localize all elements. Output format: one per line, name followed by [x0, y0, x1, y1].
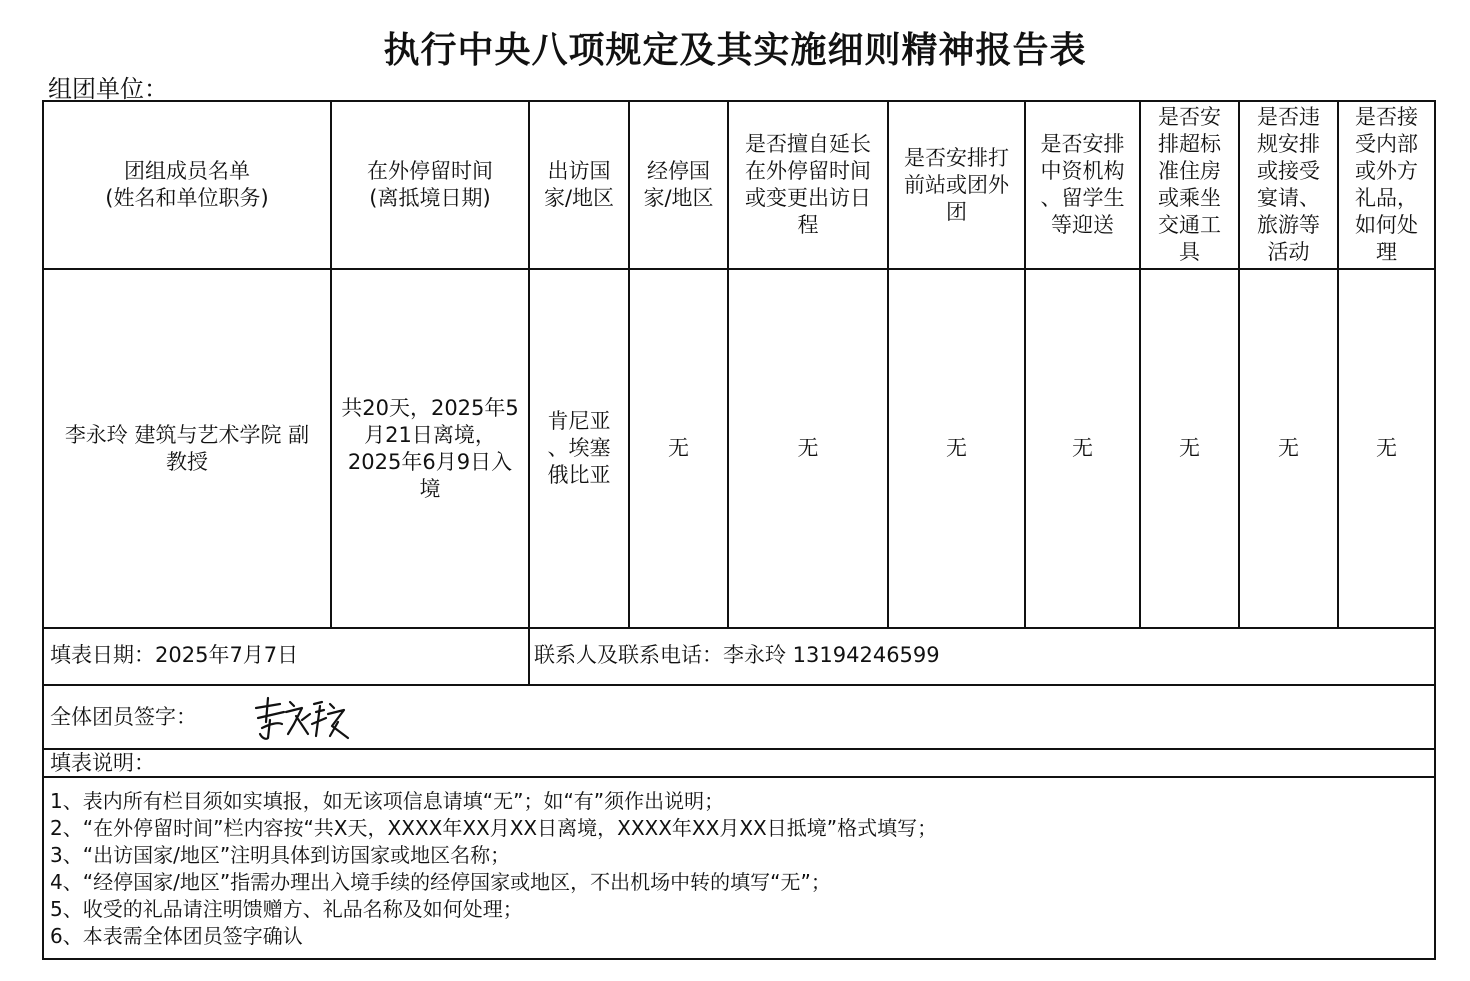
- header-visit-country: [530, 102, 628, 268]
- stay-line: 月21日离境，: [364, 422, 496, 447]
- document-title: 执行中央八项规定及其实施细则精神报告表: [383, 30, 1087, 71]
- signature-label: 全体团员签字：: [50, 705, 197, 729]
- header-overstandard-line: 是否安: [1158, 105, 1221, 129]
- header-extend-line: 是否擅自延长: [745, 132, 871, 156]
- header-advance-team: [889, 102, 1024, 268]
- header-banquet-line: 规安排: [1257, 132, 1320, 156]
- note-item: 5、收受的礼品请注明馈赠方、礼品名称及如何处理；: [50, 897, 523, 921]
- note-item: 1、表内所有栏目须如实填报，如无该项信息请填“无”；如“有”须作出说明；: [50, 789, 725, 813]
- header-gifts-line: 或外方: [1355, 159, 1418, 183]
- country-line: 俄比亚: [547, 463, 611, 487]
- report-table: [42, 100, 1436, 960]
- row-divider: [44, 627, 1434, 629]
- header-member-line: 团组成员名单: [123, 159, 250, 183]
- header-banquet-line: 或接受: [1257, 159, 1320, 183]
- header-transit-country: [630, 102, 727, 268]
- header-banquet-line: 是否违: [1257, 105, 1320, 129]
- country-line: 、埃塞: [547, 436, 611, 460]
- header-banquet: [1240, 102, 1337, 268]
- header-banquet-line: 宴请、: [1257, 186, 1320, 210]
- visit-country-cell: [530, 270, 628, 627]
- header-transit-line: 经停国: [646, 159, 710, 183]
- extend-stay-cell: 无: [797, 436, 819, 460]
- contact-info: 联系人及联系电话：李永玲 13194246599: [534, 643, 940, 667]
- note-item: 4、“经停国家/地区”指需办理出入境手续的经停国家或地区，不出机场中转的填写“无”；: [50, 870, 831, 894]
- transit-cell: 无: [668, 436, 689, 460]
- header-advance-line: 是否安排打: [904, 145, 1009, 170]
- header-welcome-line: 、留学生: [1040, 186, 1125, 210]
- header-gifts-line: 如何处: [1355, 213, 1418, 237]
- note-item: 3、“出访国家/地区”注明具体到访国家或地区名称；: [50, 843, 511, 867]
- header-visit-line: 出访国: [547, 159, 611, 183]
- banquet-cell: 无: [1278, 436, 1299, 460]
- header-extend-line: 或变更出访日: [745, 186, 871, 210]
- organizer-label: 组团单位：: [48, 75, 168, 103]
- member-line: 李永玲 建筑与艺术学院 副: [64, 422, 310, 447]
- welcome-send-cell: 无: [1072, 436, 1093, 460]
- header-member: [44, 102, 330, 268]
- header-overstandard-line: 交通工: [1158, 213, 1221, 237]
- overstandard-cell: 无: [1179, 436, 1200, 460]
- header-advance-line: 团: [946, 199, 967, 224]
- header-banquet-line: 旅游等: [1257, 213, 1320, 237]
- header-advance-line: 前站或团外: [904, 172, 1009, 197]
- header-overstandard-line: 具: [1179, 240, 1200, 264]
- header-welcome-line: 是否安排: [1040, 132, 1125, 156]
- notes-list: [50, 788, 937, 950]
- header-gifts-line: 受内部: [1355, 132, 1418, 156]
- header-member-line: (姓名和单位职务): [105, 186, 269, 210]
- header-stay-line: 在外停留时间: [367, 159, 493, 183]
- country-line: 肯尼亚: [547, 409, 611, 433]
- header-gifts-line: 是否接: [1355, 105, 1418, 129]
- header-stay-time: [332, 102, 528, 268]
- header-overstandard-line: 排超标: [1158, 132, 1221, 156]
- handwritten-signature: [250, 694, 354, 742]
- gifts-cell: 无: [1376, 436, 1397, 460]
- note-item: 6、本表需全体团员签字确认: [50, 924, 303, 948]
- signature-divider: [44, 748, 1434, 750]
- header-banquet-line: 活动: [1267, 240, 1310, 264]
- header-stay-line: (离抵境日期): [369, 186, 491, 210]
- header-gifts: [1339, 102, 1434, 268]
- member-cell: [44, 270, 330, 627]
- header-gifts-line: 理: [1376, 240, 1397, 264]
- header-visit-line: 家/地区: [543, 186, 615, 210]
- header-gifts-line: 礼品，: [1355, 186, 1418, 210]
- stay-line: 境: [419, 476, 441, 501]
- advance-team-cell: 无: [946, 436, 967, 460]
- header-overstandard: [1141, 102, 1238, 268]
- note-item: 2、“在外停留时间”栏内容按“共X天，XXXX年XX月XX日离境，XXXX年XX月XX日抵境”格式填写；: [50, 816, 938, 840]
- header-overstandard-line: 准住房: [1158, 159, 1221, 183]
- member-line: 教授: [165, 449, 208, 474]
- header-extend-line: 在外停留时间: [745, 159, 871, 183]
- notes-divider: [44, 776, 1434, 778]
- stay-time-cell: [332, 270, 528, 627]
- header-overstandard-line: 或乘坐: [1158, 186, 1221, 210]
- header-welcome-send: [1026, 102, 1139, 268]
- date-divider: [44, 684, 1434, 686]
- header-transit-line: 家/地区: [643, 186, 714, 210]
- header-welcome-line: 等迎送: [1051, 213, 1114, 237]
- stay-line: 2025年6月9日入: [347, 449, 513, 474]
- notes-title: 填表说明：: [50, 751, 155, 775]
- header-extend-stay: [729, 102, 887, 268]
- header-welcome-line: 中资机构: [1040, 159, 1125, 183]
- fill-date: 填表日期：2025年7月7日: [50, 643, 299, 667]
- header-extend-line: 程: [797, 213, 819, 237]
- stay-line: 共20天，2025年5: [341, 395, 519, 420]
